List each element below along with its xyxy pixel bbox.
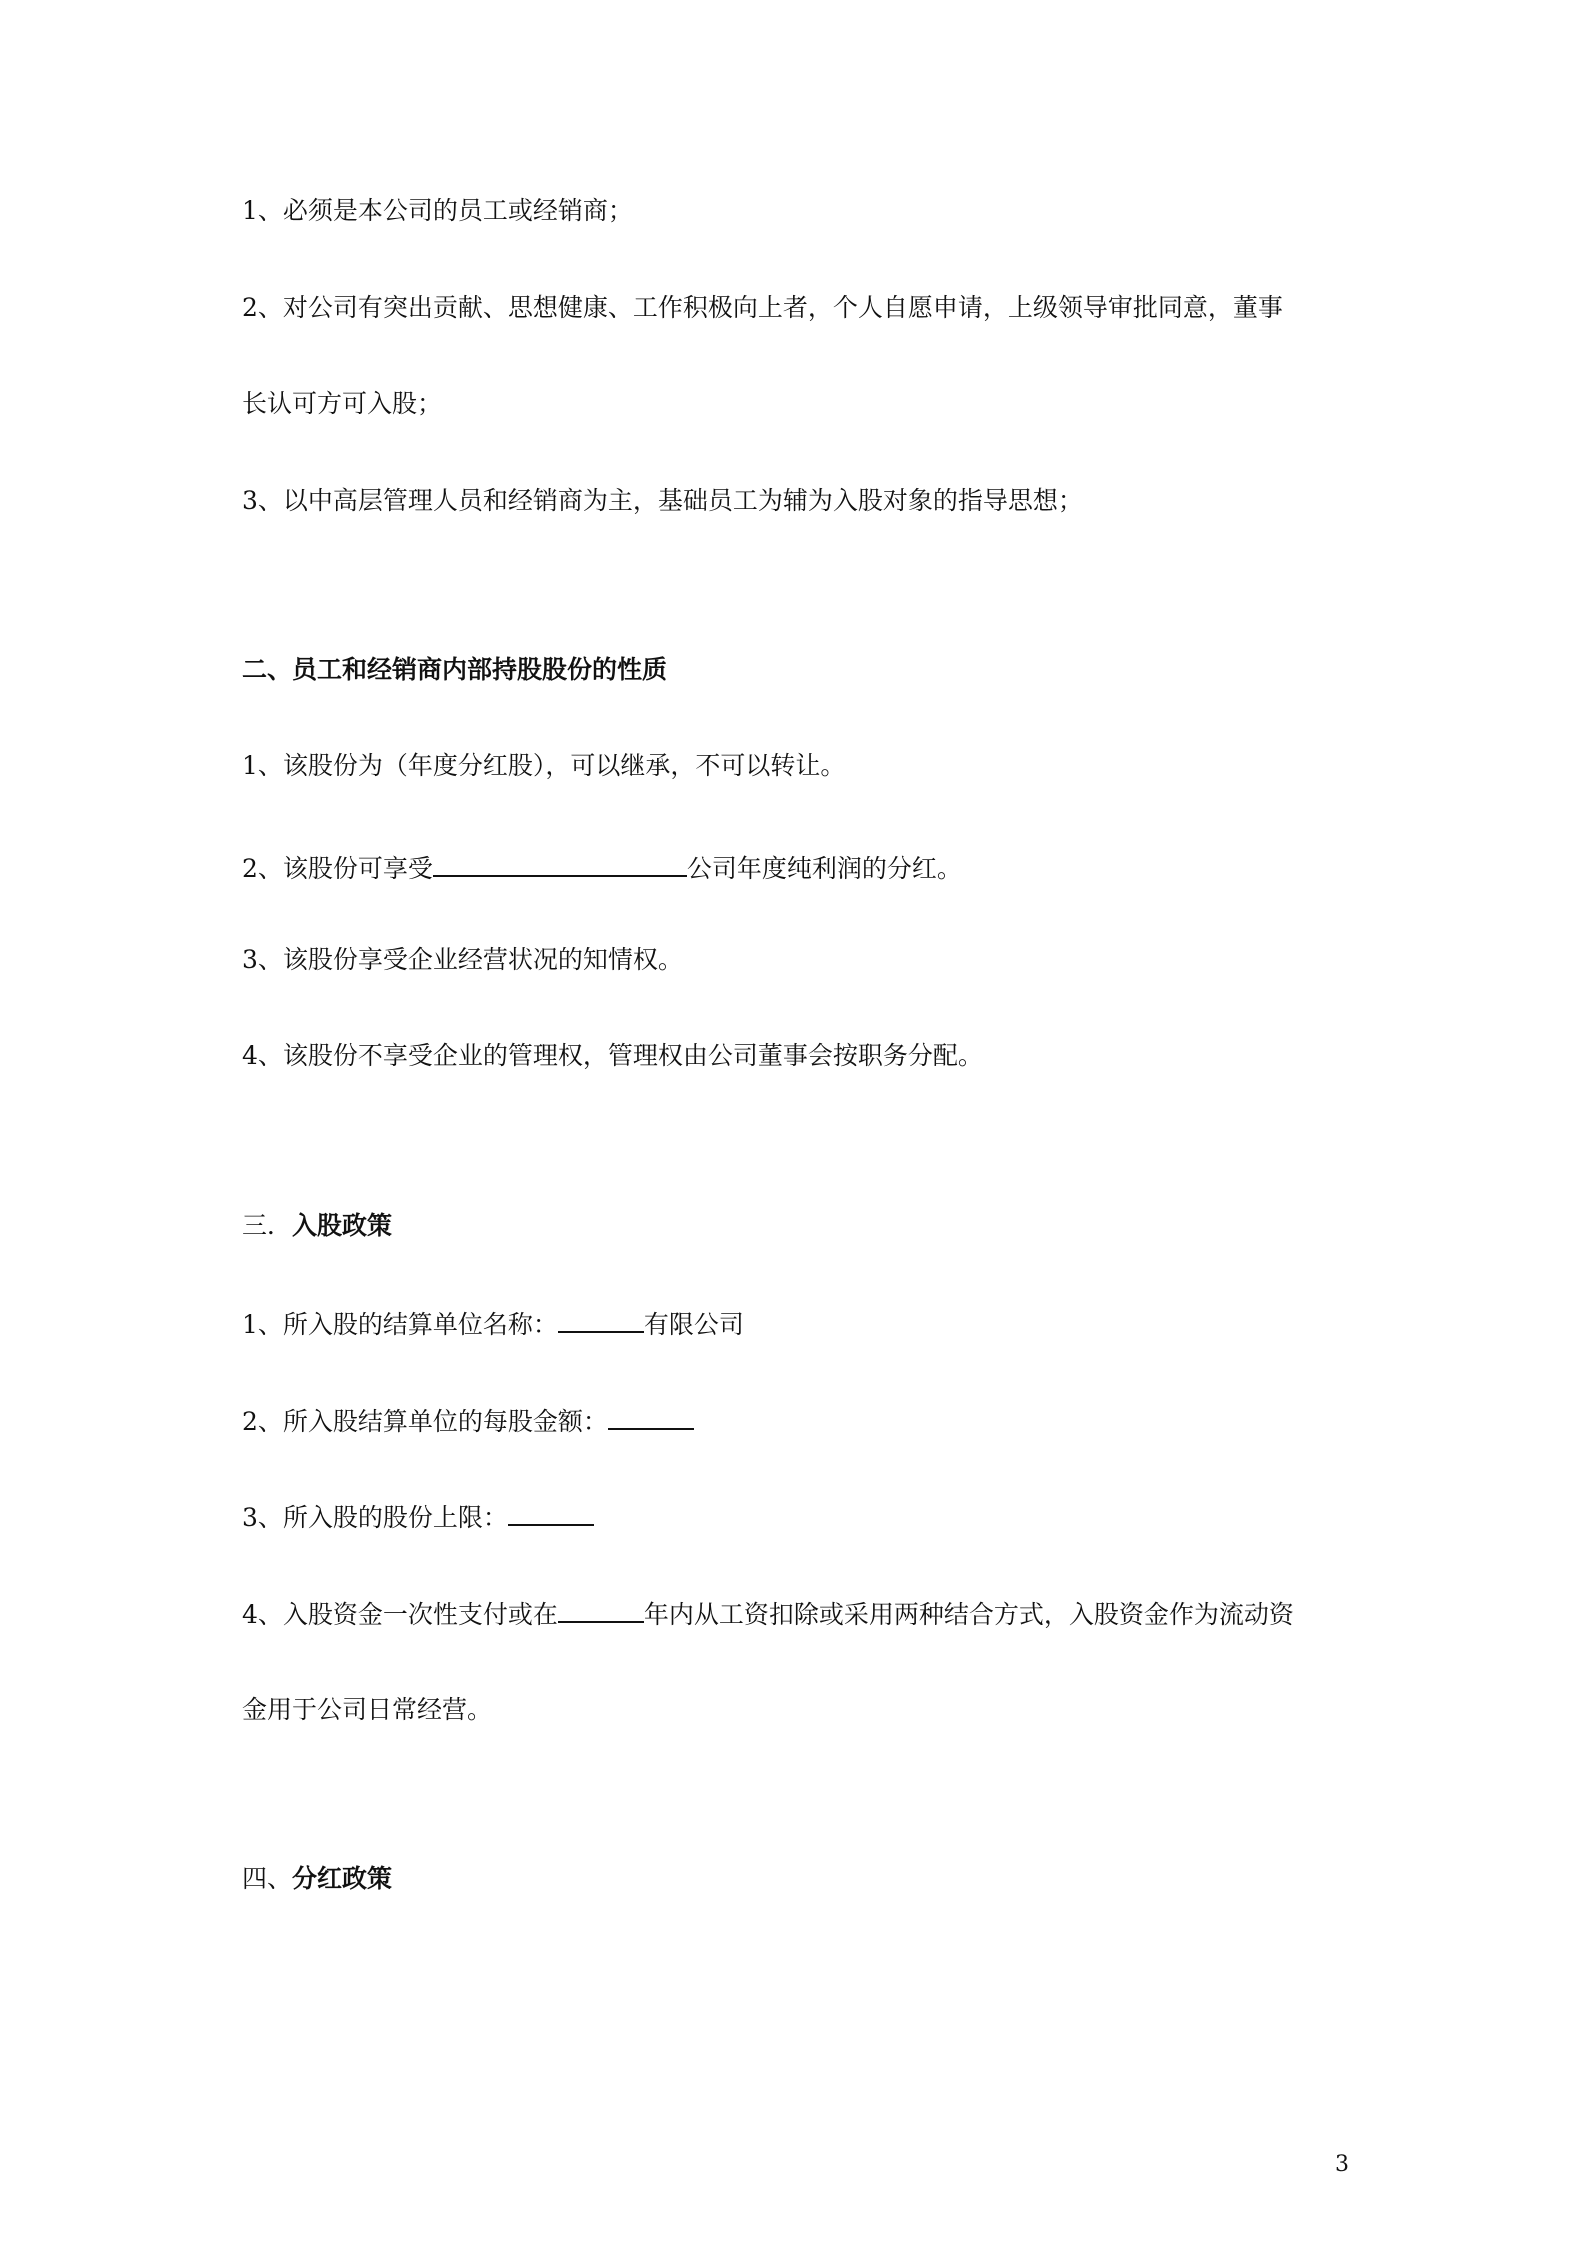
- list-item: [242, 1597, 1294, 1632]
- item-text: 、所入股的结算单位名称：: [257, 1310, 558, 1339]
- item-number: 3: [242, 1503, 258, 1532]
- item-text: 、必须是本公司的员工或经销商；: [257, 196, 633, 225]
- item-number: 3: [242, 945, 258, 974]
- heading-text: 入股政策: [292, 1211, 393, 1240]
- list-item: [242, 749, 845, 783]
- item-text: 、该股份不享受企业的管理权，管理权由公司董事会按职务分配。: [257, 1041, 983, 1070]
- item-text: 长认可方可入股；: [242, 389, 443, 418]
- list-item: [242, 1500, 594, 1535]
- item-text: 、该股份可享受: [257, 854, 433, 883]
- fill-in-blank: [558, 1597, 644, 1623]
- item-number: 2: [242, 854, 258, 883]
- item-number: 4: [242, 1600, 258, 1629]
- item-number: 4: [242, 1041, 258, 1070]
- item-text: 、以中高层管理人员和经销商为主，基础员工为辅为入股对象的指导思想；: [257, 486, 1083, 515]
- list-item: [242, 1307, 744, 1342]
- item-text: 、所入股结算单位的每股金额：: [257, 1407, 608, 1436]
- list-item-continuation: [242, 1693, 492, 1727]
- item-text: 金用于公司日常经营。: [242, 1695, 493, 1724]
- list-item-continuation: [242, 387, 442, 421]
- item-number: 1: [242, 1310, 258, 1339]
- item-text: 、对公司有突出贡献、思想健康、工作积极向上者，个人自愿申请，上级领导审批同意，董事: [257, 293, 1283, 322]
- item-number: 1: [242, 751, 258, 780]
- list-item: [242, 1039, 983, 1073]
- heading-number: 三．: [242, 1211, 293, 1240]
- fill-in-blank: [558, 1307, 644, 1333]
- item-number: 1: [242, 196, 258, 225]
- item-number: 3: [242, 486, 258, 515]
- list-item: [242, 1404, 694, 1439]
- section-heading: [242, 1862, 392, 1896]
- section-heading: 二、员工和经销商内部持股股份的性质: [242, 655, 668, 684]
- item-text: 、入股资金一次性支付或在: [257, 1600, 558, 1629]
- item-text: 年内从工资扣除或采用两种结合方式，入股资金作为流动资: [643, 1600, 1294, 1629]
- page-number: 3: [1335, 2152, 1349, 2177]
- list-item: [242, 291, 1283, 325]
- list-item: [242, 484, 1083, 518]
- heading-number: 四、: [242, 1864, 293, 1893]
- heading-text: 分红政策: [292, 1864, 393, 1893]
- fill-in-blank: [433, 851, 687, 877]
- fill-in-blank: [608, 1404, 694, 1430]
- item-text: 、该股份为（年度分红股），可以继承，不可以转让。: [257, 751, 846, 780]
- item-text: 有限公司: [643, 1310, 744, 1339]
- item-text: 、该股份享受企业经营状况的知情权。: [257, 945, 683, 974]
- section-heading: [242, 1209, 392, 1243]
- list-item: [242, 851, 962, 886]
- item-text: 、所入股的股份上限：: [257, 1503, 508, 1532]
- list-item: [242, 943, 683, 977]
- fill-in-blank: [508, 1500, 594, 1526]
- item-number: 2: [242, 1407, 258, 1436]
- list-item: [242, 194, 633, 228]
- item-number: 2: [242, 293, 258, 322]
- item-text: 公司年度纯利润的分红。: [686, 854, 962, 883]
